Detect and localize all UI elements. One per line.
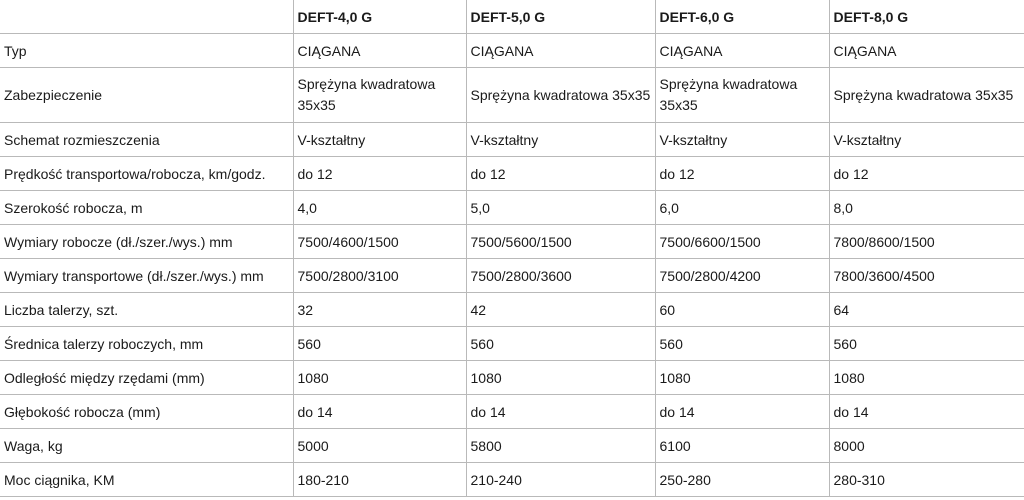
- table-cell: 4,0: [293, 191, 466, 225]
- table-cell: 5,0: [466, 191, 655, 225]
- table-cell: 210-240: [466, 463, 655, 497]
- table-cell: Sprężyna kwadratowa 35x35: [829, 68, 1024, 123]
- table-cell: do 12: [829, 157, 1024, 191]
- header-cell-deft-6: DEFT-6,0 G: [655, 0, 829, 34]
- table-cell: 7500/2800/3600: [466, 259, 655, 293]
- table-cell: do 12: [466, 157, 655, 191]
- table-cell: 1080: [293, 361, 466, 395]
- table-cell: 7500/4600/1500: [293, 225, 466, 259]
- table-cell: 560: [466, 327, 655, 361]
- row-label: Schemat rozmieszczenia: [0, 123, 293, 157]
- table-cell: 6100: [655, 429, 829, 463]
- table-cell: Sprężyna kwadratowa 35x35: [293, 68, 466, 123]
- table-cell: 42: [466, 293, 655, 327]
- row-label: Waga, kg: [0, 429, 293, 463]
- table-cell: 5800: [466, 429, 655, 463]
- table-cell: 64: [829, 293, 1024, 327]
- row-label: Zabezpieczenie: [0, 68, 293, 123]
- row-label: Odległość między rzędami (mm): [0, 361, 293, 395]
- table-cell: do 14: [655, 395, 829, 429]
- table-row: [0, 34, 1024, 68]
- table-cell: 560: [655, 327, 829, 361]
- table-cell: V-kształtny: [829, 123, 1024, 157]
- table-cell: 1080: [466, 361, 655, 395]
- table-cell: 1080: [655, 361, 829, 395]
- table-cell: 32: [293, 293, 466, 327]
- row-label: Typ: [0, 34, 293, 68]
- table-row: [0, 361, 1024, 395]
- table-cell: 180-210: [293, 463, 466, 497]
- table-cell: 5000: [293, 429, 466, 463]
- table-cell: V-kształtny: [466, 123, 655, 157]
- table-cell: 7500/5600/1500: [466, 225, 655, 259]
- table-cell: 7500/6600/1500: [655, 225, 829, 259]
- row-label: Liczba talerzy, szt.: [0, 293, 293, 327]
- table-cell: 8,0: [829, 191, 1024, 225]
- table-cell: do 12: [655, 157, 829, 191]
- table-cell: CIĄGANA: [655, 34, 829, 68]
- table-row: [0, 259, 1024, 293]
- table-cell: Sprężyna kwadratowa 35x35: [466, 68, 655, 123]
- table-cell: do 14: [466, 395, 655, 429]
- row-label: Moc ciągnika, KM: [0, 463, 293, 497]
- table-row: [0, 191, 1024, 225]
- table-cell: 1080: [829, 361, 1024, 395]
- table-cell: 7800/3600/4500: [829, 259, 1024, 293]
- row-label: Szerokość robocza, m: [0, 191, 293, 225]
- table-row: [0, 157, 1024, 191]
- table-row: [0, 293, 1024, 327]
- table-cell: 280-310: [829, 463, 1024, 497]
- table-row: [0, 225, 1024, 259]
- table-cell: 7800/8600/1500: [829, 225, 1024, 259]
- header-cell-deft-5: DEFT-5,0 G: [466, 0, 655, 34]
- table-cell: 8000: [829, 429, 1024, 463]
- table-cell: 6,0: [655, 191, 829, 225]
- row-label: Średnica talerzy roboczych, mm: [0, 327, 293, 361]
- table-cell: Sprężyna kwadratowa 35x35: [655, 68, 829, 123]
- table-cell: 250-280: [655, 463, 829, 497]
- table-cell: 7500/2800/3100: [293, 259, 466, 293]
- table-cell: do 12: [293, 157, 466, 191]
- table-cell: 560: [829, 327, 1024, 361]
- table-row: [0, 395, 1024, 429]
- header-row: [0, 0, 1024, 34]
- table-row: [0, 327, 1024, 361]
- header-cell-empty: [0, 0, 293, 34]
- table-cell: CIĄGANA: [293, 34, 466, 68]
- table-cell: 560: [293, 327, 466, 361]
- row-label: Prędkość transportowa/robocza, km/godz.: [0, 157, 293, 191]
- table-cell: V-kształtny: [655, 123, 829, 157]
- table-cell: 60: [655, 293, 829, 327]
- table-row: [0, 68, 1024, 123]
- row-label: Głębokość robocza (mm): [0, 395, 293, 429]
- table-cell: V-kształtny: [293, 123, 466, 157]
- row-label: Wymiary robocze (dł./szer./wys.) mm: [0, 225, 293, 259]
- table-cell: 7500/2800/4200: [655, 259, 829, 293]
- table-cell: do 14: [829, 395, 1024, 429]
- table-cell: do 14: [293, 395, 466, 429]
- table-row: [0, 463, 1024, 497]
- row-label: Wymiary transportowe (dł./szer./wys.) mm: [0, 259, 293, 293]
- header-cell-deft-4: DEFT-4,0 G: [293, 0, 466, 34]
- table-cell: CIĄGANA: [466, 34, 655, 68]
- table-row: [0, 123, 1024, 157]
- table-row: [0, 429, 1024, 463]
- table-cell: CIĄGANA: [829, 34, 1024, 68]
- header-cell-deft-8: DEFT-8,0 G: [829, 0, 1024, 34]
